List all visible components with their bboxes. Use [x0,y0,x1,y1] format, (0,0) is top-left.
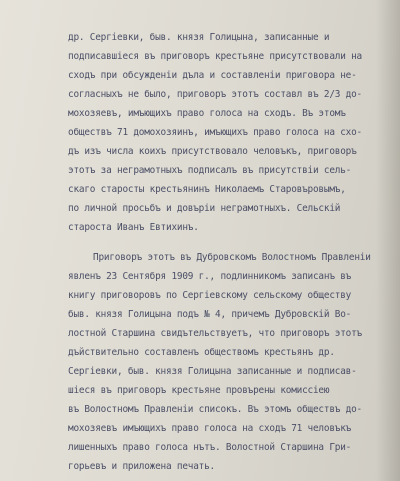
text-line: Сергіевки, быв. князя Голицына записанные и подписав- [68,366,357,377]
text-line: мохозяевъ имъющихъ право голоса на сходъ 71 человъкъ [68,423,352,434]
text-line: обществъ 71 домохозяинъ, имъющихъ право голоса на схо- [68,127,362,138]
text-line: горьевъ и приложена печать. [68,461,215,472]
text-line: дъйствительно составленъ обществомъ крестьянъ др. [68,347,335,358]
text-line: согласныхъ не было, приговоръ этотъ составл въ 2/3 до- [68,89,362,100]
text-line: лишенныхъ право голоса нътъ. Волостной Старшина Гри- [68,442,352,453]
text-line: по личной просьбъ и довъріи неграмотныхъ. Сельскій [68,203,341,214]
text-line: др. Сергіевки, быв. князя Голицына, записанные и [68,32,330,43]
text-line: подписавшіеся въ приговоръ крестьяне присутствовали на [68,51,362,62]
text-line: явленъ 23 Сентября 1909 г., подлинникомъ записанъ въ [68,271,352,282]
text-line: быв. князя Голицына подъ № 4, причемъ Дубровскій Во- [68,309,352,320]
text-line: дъ изъ числа коихъ присутствовало человъкъ, приговоръ [68,146,357,157]
text-line: сходъ при обсужденіи дъла и составленіи приговора не- [68,70,357,81]
text-line: мохозяевъ, имъющихъ право голоса на сходъ. Въ этомъ [68,108,346,119]
text-line: Приговоръ этотъ въ Дубровскомъ Волостномъ Правленіи [93,252,371,263]
text-line: этотъ за неграмотныхъ подписалъ въ присутствіи сель- [68,165,352,176]
text-line: скаго старосты крестьянинъ Николаемъ Старовъровымъ, [68,184,346,195]
text-line: староста Иванъ Евтихинъ. [68,222,199,233]
text-line: книгу приговоровъ по Сергіевскому сельскому обществу [68,290,352,301]
text-line: шіеся въ приговоръ крестьяне провърены комиссіею [68,385,330,396]
text-line: въ Волостномъ Правленіи списокъ. Въ этомъ обществъ до- [68,404,362,415]
text-line: лостной Старшина свидътельствуетъ, что приговоръ этотъ [68,328,362,339]
page-binding-shadow [376,0,400,481]
